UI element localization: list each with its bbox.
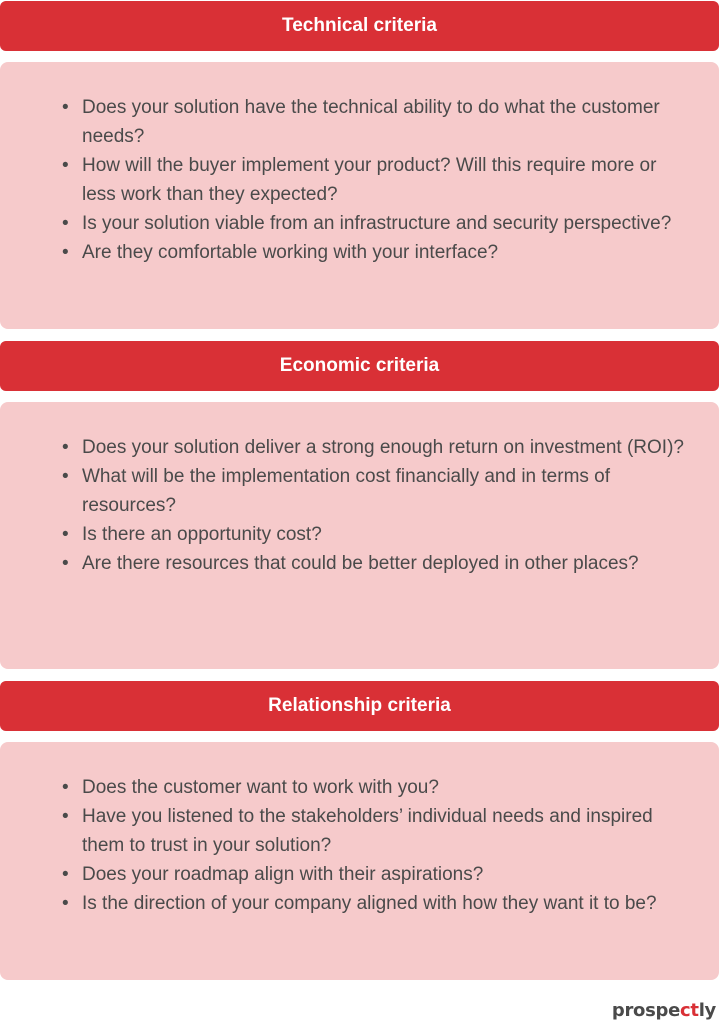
list-item-text: Is your solution viable from an infrastructure and security perspective?: [82, 213, 672, 234]
list-item-text: Is there an opportunity cost?: [82, 524, 322, 545]
list-item: [62, 773, 689, 802]
list-item-text: Have you listened to the stakeholders’ individual needs and inspired them to trust in your solution?: [82, 806, 653, 856]
bullet-icon: •: [62, 524, 69, 545]
list-item-text: Is the direction of your company aligned with how they want it to be?: [82, 893, 657, 914]
criteria-list: [62, 433, 689, 578]
list-item: [62, 462, 689, 520]
list-item: [62, 151, 689, 209]
bullet-icon: •: [62, 242, 69, 263]
criteria-list: [62, 93, 689, 267]
section-title: Economic criteria: [279, 355, 440, 376]
bullet-icon: •: [62, 893, 69, 914]
list-item-text: What will be the implementation cost financially and in terms of resources?: [82, 466, 611, 516]
list-item-text: How will the buyer implement your product? Will this require more or less work than they expected?: [82, 155, 657, 205]
list-item: [62, 93, 689, 151]
logo-text-2: ly: [698, 1000, 716, 1021]
section-title: Relationship criteria: [268, 695, 451, 716]
list-item-text: Are there resources that could be better deployed in other places?: [82, 553, 639, 574]
section-header-economic: [0, 341, 719, 391]
logo-text-accent: ct: [680, 1000, 699, 1021]
section-title: Technical criteria: [282, 15, 437, 36]
list-item: [62, 860, 689, 889]
list-item: [62, 433, 689, 462]
list-item: [62, 238, 689, 267]
bullet-icon: •: [62, 437, 69, 458]
list-item: [62, 520, 689, 549]
bullet-icon: •: [62, 777, 69, 798]
section-header-technical: [0, 1, 719, 51]
section-header-relationship: [0, 681, 719, 731]
list-item: [62, 549, 689, 578]
prospectly-logo: [612, 1000, 716, 1021]
list-item: [62, 209, 689, 238]
criteria-list: [62, 773, 689, 918]
list-item-text: Does your roadmap align with their aspirations?: [82, 864, 484, 885]
list-item-text: Are they comfortable working with your interface?: [82, 242, 499, 263]
list-item-text: Does your solution have the technical ability to do what the customer needs?: [82, 97, 660, 147]
list-item: [62, 802, 689, 860]
section-panel-technical: [0, 62, 719, 329]
bullet-icon: •: [62, 97, 69, 118]
section-panel-economic: [0, 402, 719, 669]
list-item: [62, 889, 689, 918]
bullet-icon: •: [62, 155, 69, 176]
list-item-text: Does your solution deliver a strong enough return on investment (ROI)?: [82, 437, 684, 458]
list-item-text: Does the customer want to work with you?: [82, 777, 439, 798]
bullet-icon: •: [62, 864, 69, 885]
bullet-icon: •: [62, 466, 69, 487]
bullet-icon: •: [62, 213, 69, 234]
logo-text-1: prospe: [611, 1000, 680, 1021]
bullet-icon: •: [62, 806, 69, 827]
bullet-icon: •: [62, 553, 69, 574]
section-panel-relationship: [0, 742, 719, 980]
